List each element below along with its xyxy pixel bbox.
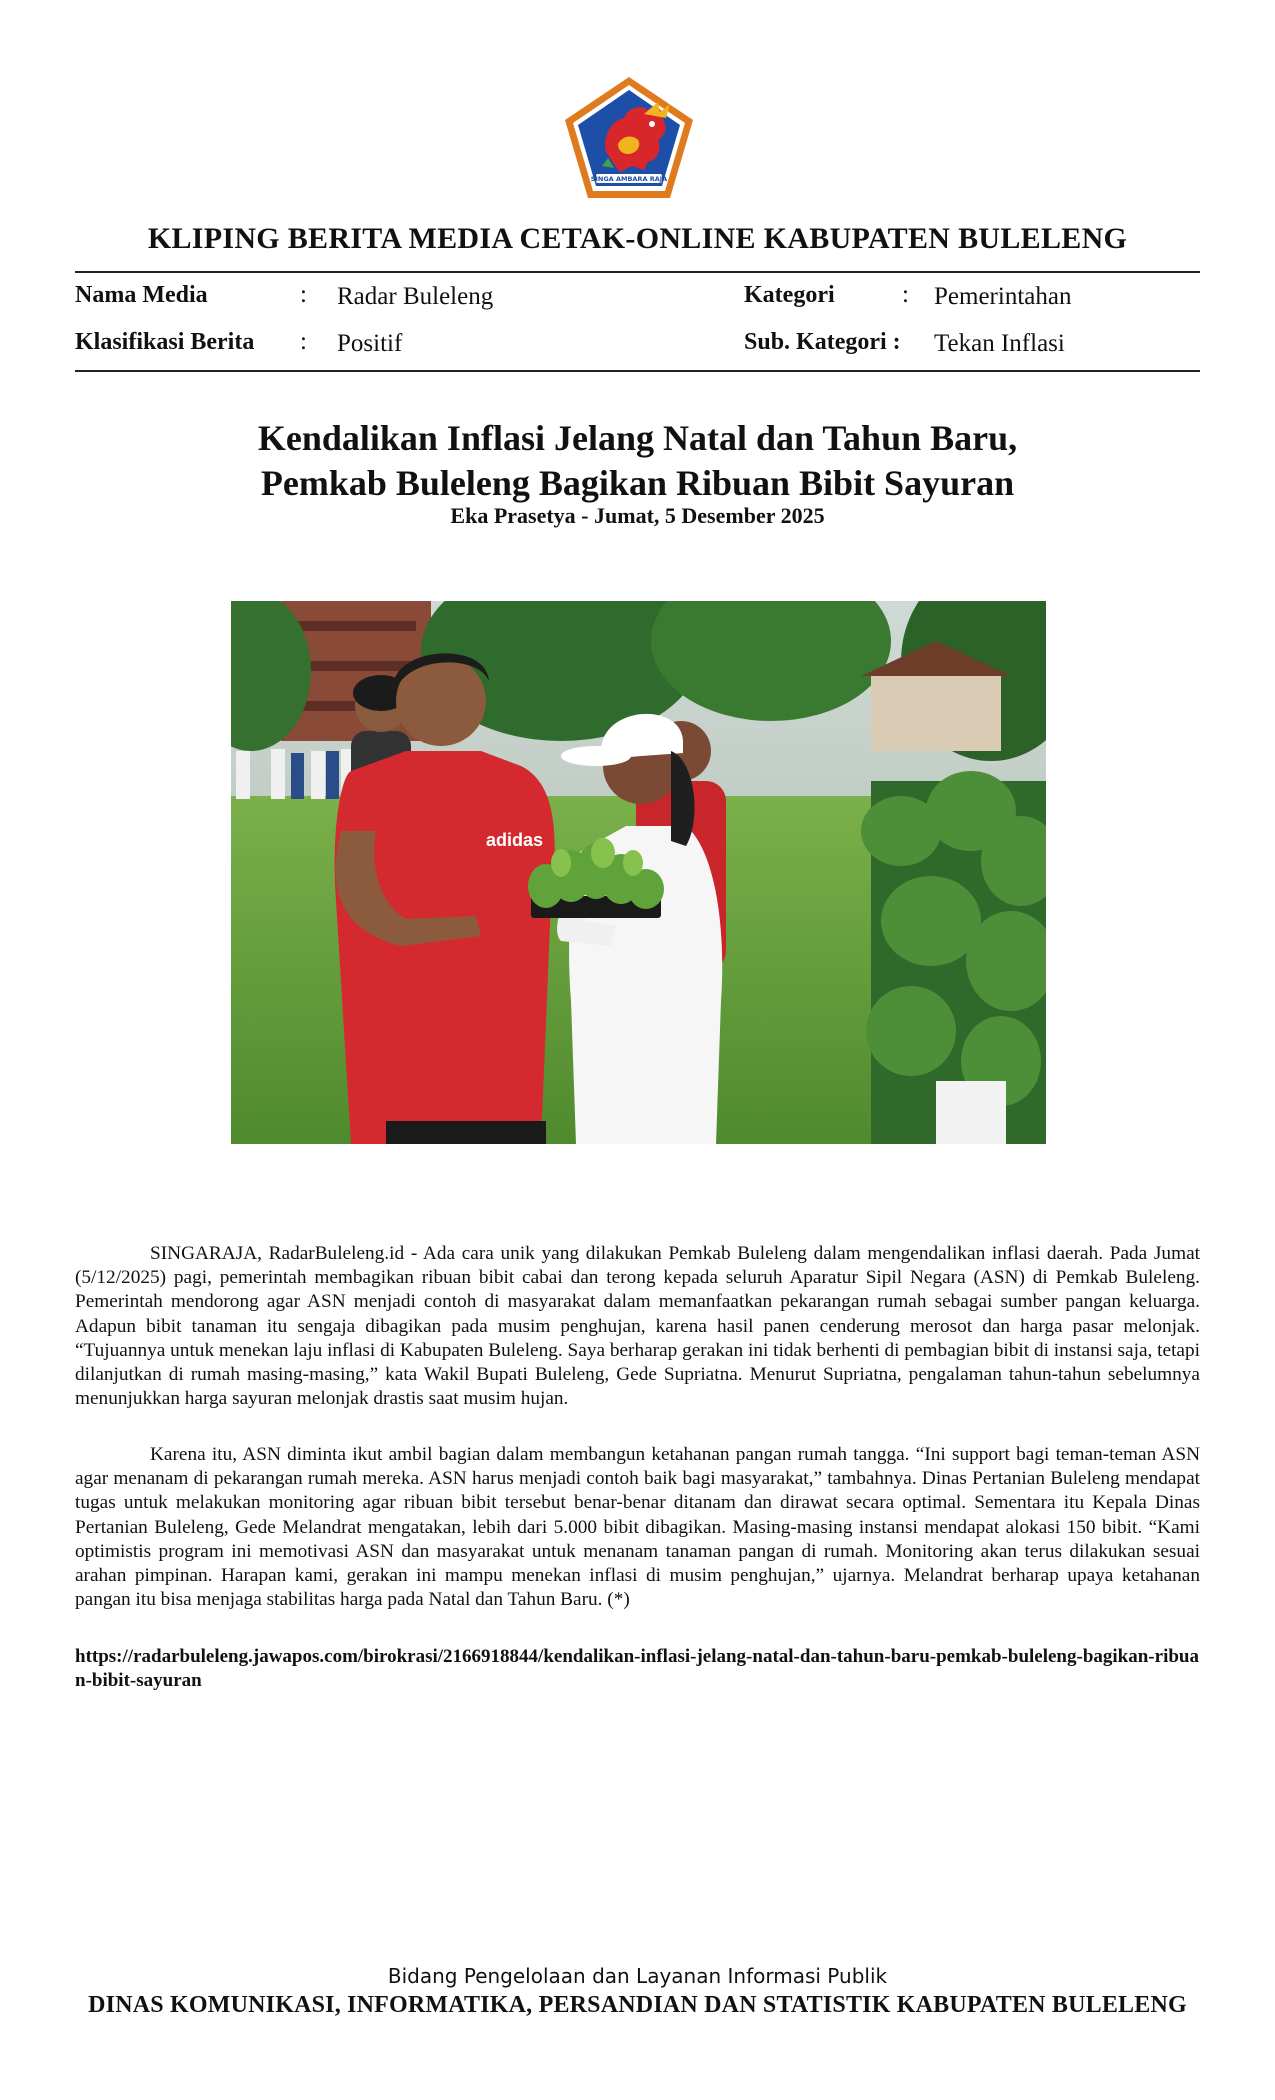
klasifikasi-colon: : [300, 328, 307, 355]
kategori-label: Kategori [744, 282, 835, 308]
kategori-colon: : [902, 281, 909, 308]
source-url-link[interactable]: https://radarbuleleng.jawapos.com/birokrasi/2166918844/kendalikan-inflasi-jelang-natal-dan-tahun-baru-pemkab-buleleng-bagikan-ribuan-bibit-sayuran [75, 1646, 1199, 1691]
header-divider-bottom [75, 370, 1200, 372]
buleleng-emblem-logo [562, 74, 696, 202]
footer-department: Bidang Pengelolaan dan Layanan Informasi Publik [387, 1964, 888, 1988]
article-byline: Eka Prasetya - Jumat, 5 Desember 2025 [450, 503, 825, 528]
media-value: Radar Buleleng [337, 283, 494, 310]
article-photo [231, 601, 1046, 1144]
paragraph-1-text: SINGARAJA, RadarBuleleng.id - Ada cara unik yang dilakukan Pemkab Buleleng dalam mengendalikan inflasi daerah. Pada Jumat (5/12/2025) pagi, pemerintah membagikan ribuan bibit cabai dan terong kepada seluruh Aparatur Sipil Negara (ASN) di Pemkab Buleleng. Pemerintah mendorong agar ASN menjadi contoh di masyarakat dalam memanfaatkan pekarangan rumah sebagai sumber pangan keluarga. Adapun bibit tanaman itu sengaja dibagikan pada musim penghujan, karena hasil panen cenderung merosot dan harga pasar melonjak. “Tujuannya untuk menekan laju inflasi di Kabupaten Buleleng. Saya berharap gerakan ini tidak berhenti di pembagian bibit di instansi saja, tetapi dilanjutkan di rumah masing-masing,” kata Wakil Bupati Buleleng, Gede Supriatna. Menurut Supriatna, pengalaman tahun-tahun sebelumnya menunjukkan harga sayuran melonjak drastis saat musim hujan. [75, 1243, 1200, 1410]
media-colon: : [300, 281, 307, 308]
subkategori-value: Tekan Inflasi [934, 330, 1065, 357]
shirt-logo-text: adidas [486, 830, 544, 850]
media-label: Nama Media [75, 282, 208, 308]
emblem-motto: SINGA AMBARA RAJA [590, 175, 668, 183]
klasifikasi-value: Positif [337, 330, 403, 357]
article-paragraph-2 [75, 1443, 1200, 1612]
klasifikasi-label: Klasifikasi Berita [75, 329, 255, 355]
document-title: KLIPING BERITA MEDIA CETAK-ONLINE KABUPATEN BULELENG [147, 222, 1128, 255]
headline-line-2: Pemkab Buleleng Bagikan Ribuan Bibit Sayuran [260, 463, 1015, 503]
paragraph-2-text: Karena itu, ASN diminta ikut ambil bagian dalam membangun ketahanan pangan rumah tangga. “Ini support bagi teman-teman ASN agar menanam di pekarangan rumah mereka. ASN harus menjadi contoh baik bagi masyarakat,” tambahnya. Dinas Pertanian Buleleng mendapat tugas untuk melakukan monitoring agar ribuan bibit tersebut benar-benar ditanam dan dirawat secara optimal. Sementara itu Kepala Dinas Pertanian Buleleng, Gede Melandrat mengatakan, lebih dari 5.000 bibit dibagikan. Masing-masing instansi mendapat alokasi 150 bibit. “Kami optimistis program ini memotivasi ASN dan masyarakat untuk menanam tanaman pangan di rumah. Monitoring akan terus dilakukan sesuai arahan pimpinan. Harapan kami, gerakan ini mampu menekan inflasi di musim penghujan,” ujarnya. Melandrat berharap upaya ketahanan pangan itu bisa menjaga stabilitas harga pada Natal dan Tahun Baru. (*) [75, 1444, 1200, 1611]
kategori-value: Pemerintahan [934, 283, 1072, 310]
subkategori-label: Sub. Kategori : [744, 329, 901, 355]
article-paragraph-1 [75, 1242, 1200, 1411]
header-divider-top [75, 271, 1200, 273]
headline-line-1: Kendalikan Inflasi Jelang Natal dan Tahun Baru, [257, 418, 1018, 458]
footer-agency: DINAS KOMUNIKASI, INFORMATIKA, PERSANDIAN DAN STATISTIK KABUPATEN BULELENG [88, 1992, 1187, 2018]
article-headline [75, 416, 1200, 506]
